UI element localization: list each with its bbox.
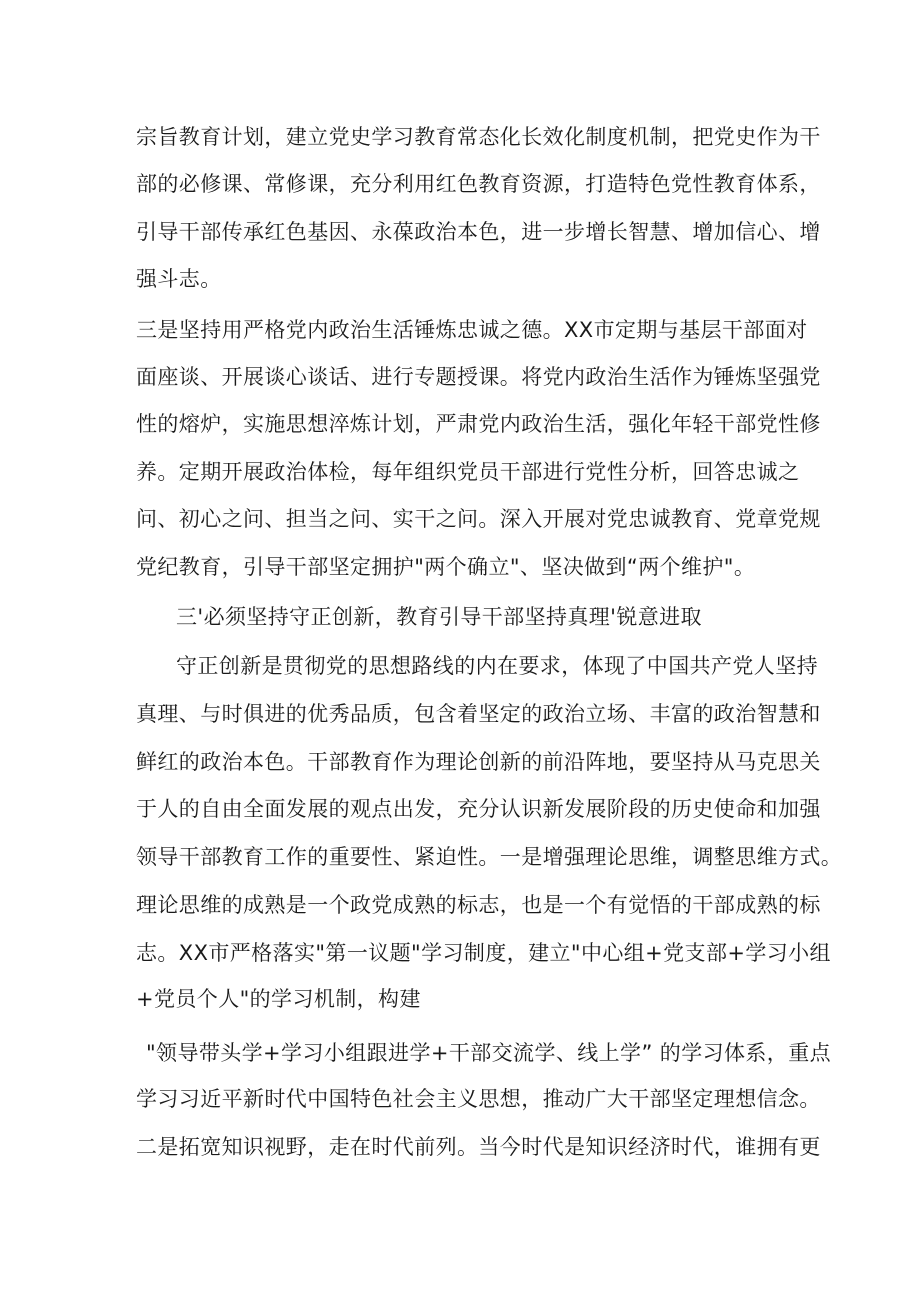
text-line: 理论思维的成熟是一个政党成熟的标志，也是一个有觉悟的干部成熟的标 bbox=[136, 893, 821, 917]
text-line: 面座谈、开展谈心谈话、进行专题授课。将党内政治生活作为锤炼坚强党 bbox=[136, 365, 821, 389]
text-line: 学习习近平新时代中国特色社会主义思想，推动广大干部坚定理想信念。 bbox=[136, 1087, 821, 1111]
text-line: 问、初心之问、担当之问、实干之问。深入开展对党忠诚教育、党章党规 bbox=[136, 507, 821, 531]
text-line: 强斗志。 bbox=[136, 267, 222, 291]
text-line: 二是拓宽知识视野，走在时代前列。当今时代是知识经济时代，谁拥有更 bbox=[136, 1135, 821, 1159]
text-line: 宗旨教育计划，建立党史学习教育常态化长效化制度机制，把党史作为干 bbox=[136, 125, 821, 149]
text-line: +党员个人"的学习机制，构建 bbox=[136, 987, 421, 1011]
paragraph-first-line: 守正创新是贯彻党的思想路线的内在要求，体现了中国共产党人坚持 bbox=[176, 654, 818, 678]
text-line: 三是坚持用严格党内政治生活锤炼忠诚之德。XX市定期与基层干部面对 bbox=[136, 318, 808, 342]
text-line: 真理、与时俱进的优秀品质，包含着坚定的政治立场、丰富的政治智慧和 bbox=[136, 702, 821, 726]
text-line: "领导带头学+学习小组跟进学+干部交流学、线上学” 的学习体系，重点 bbox=[146, 1041, 832, 1065]
text-line: 鲜红的政治本色。干部教育作为理论创新的前沿阵地，要坚持从马克思关 bbox=[136, 750, 821, 774]
text-line: 于人的自由全面发展的观点出发，充分认识新发展阶段的历史使命和加强 bbox=[136, 797, 821, 821]
text-line: 部的必修课、常修课，充分利用红色教育资源，打造特色党性教育体系， bbox=[136, 172, 821, 196]
text-line: 性的熔炉，实施思想淬炼计划，严肃党内政治生活，强化年轻干部党性修 bbox=[136, 412, 821, 436]
section-heading: 三'必须坚持守正创新，教育引导干部坚持真理'锐意进取 bbox=[176, 605, 702, 629]
text-line: 党纪教育，引导干部坚定拥护"两个确立"、坚决做到“两个维护"。 bbox=[136, 555, 756, 579]
text-line: 领导干部教育工作的重要性、紧迫性。一是增强理论思维，调整思维方式。 bbox=[136, 845, 843, 869]
text-line: 志。XX市严格落实"第一议题"学习制度，建立"中心组+党支部+学习小组 bbox=[136, 941, 831, 965]
text-line: 养。定期开展政治体检，每年组织党员干部进行党性分析，回答忠诚之 bbox=[136, 460, 800, 484]
text-line: 引导干部传承红色基因、永葆政治本色，进一步增长智慧、增加信心、增 bbox=[136, 220, 821, 244]
